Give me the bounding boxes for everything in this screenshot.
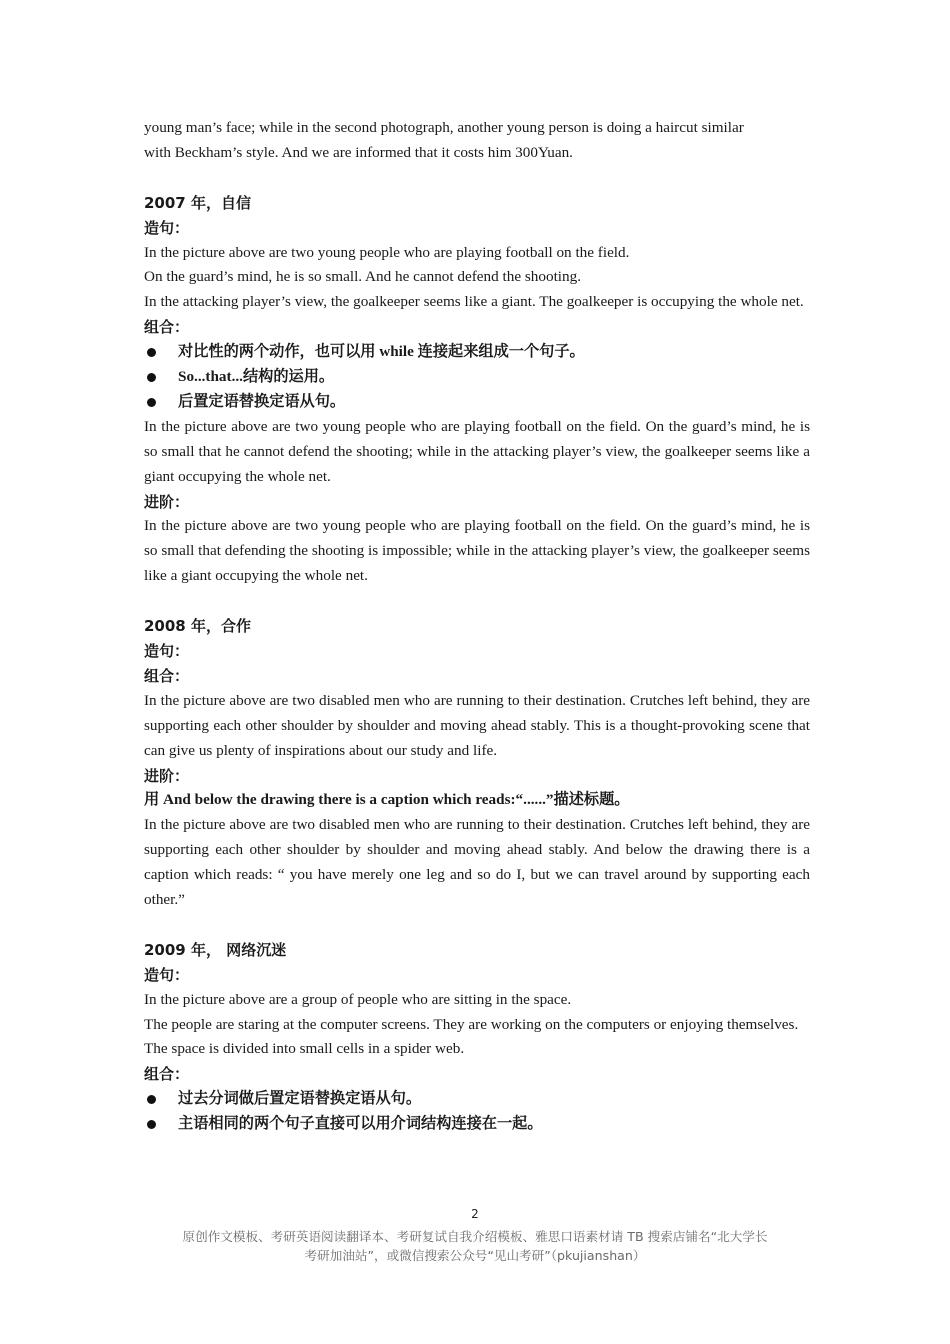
- page-number: 2: [471, 1207, 479, 1221]
- label-zuhe: 组合：: [144, 666, 190, 685]
- sentence: The space is divided into small cells in a spider web.: [144, 1040, 465, 1058]
- sentence: In the picture above are two young people who are playing football on the field.: [144, 243, 630, 261]
- section-heading-2007: 2007 年，自信: [144, 193, 251, 212]
- bullet-item: [144, 340, 810, 365]
- bullet-text: 过去分词做后置定语替换定语从句。: [178, 1090, 421, 1108]
- page-content: [144, 116, 810, 1137]
- label-zaoju: 造句：: [144, 642, 190, 660]
- footer-line-1: 原创作文模板、考研英语阅读翻译本、考研复试自我介绍模板、雅思口语素材请 TB 搜索店铺名“北大学长: [182, 1229, 768, 1244]
- label-jinjie: 进阶：: [144, 766, 190, 785]
- bullet-text: 主语相同的两个句子直接可以用介词结构连接在一起。: [178, 1115, 543, 1133]
- label-zuhe: 组合：: [144, 318, 190, 337]
- page-footer: [130, 1227, 820, 1265]
- footer-line-2: 考研加油站”，或微信搜索公众号“见山考研”（pkujianshan）: [304, 1248, 646, 1263]
- bullet-dot-icon: [147, 1095, 156, 1104]
- bullet-item: [144, 1087, 810, 1112]
- label-jinjie: 进阶：: [144, 492, 190, 511]
- spacer: [144, 913, 810, 938]
- bullet-dot-icon: [147, 398, 156, 407]
- section-heading-2009: 2009 年， 网络沉迷: [144, 940, 287, 959]
- spacer: [144, 166, 810, 191]
- intro-line-2: with Beckham’s style. And we are informed that it costs him 300Yuan.: [144, 143, 573, 161]
- section-heading-2008: 2008 年，合作: [144, 617, 251, 636]
- label-zuhe: 组合：: [144, 1065, 190, 1084]
- bullet-dot-icon: [147, 348, 156, 357]
- paragraph-jinjie: In the picture above are two disabled men who are running to their destination. Crutches left behind, they are supporting each other shoulder by shoulder and moving ahead stably. And below the drawing there is a caption which reads: “ you have merely one leg and so do I, but we can travel around by supporting each other.”: [144, 816, 810, 909]
- spacer: [144, 589, 810, 614]
- bullet-item: [144, 365, 810, 390]
- intro-line-1: young man’s face; while in the second photograph, another young person is doing a haircut similar: [144, 119, 744, 136]
- label-zaoju: 造句：: [144, 218, 190, 237]
- paragraph-zuhe: In the picture above are two young people who are playing football on the field. On the guard’s mind, he is so small that he cannot defend the shooting; while in the attacking player’s view, the goalkeeper seems like a giant occupying the whole net.: [144, 417, 810, 485]
- bullet-text: So...that...结构的运用。: [178, 368, 335, 386]
- bullet-item: [144, 390, 810, 415]
- paragraph-zuhe: In the picture above are two disabled men who are running to their destination. Crutches left behind, they are supporting each other shoulder by shoulder and moving ahead stably. This is a thought-provoking scene that can give us plenty of inspirations about our study and life.: [144, 691, 810, 759]
- jinjie-note: 用 And below the drawing there is a caption which reads:“......”描述标题。: [144, 791, 630, 809]
- label-zaoju: 造句：: [144, 965, 190, 984]
- bullet-dot-icon: [147, 1120, 156, 1129]
- sentence: In the attacking player’s view, the goalkeeper seems like a giant. The goalkeeper is occupying the whole net.: [144, 293, 804, 311]
- bullet-text: 对比性的两个动作，也可以用 while 连接起来组成一个句子。: [178, 343, 585, 361]
- sentence: On the guard’s mind, he is so small. And he cannot defend the shooting.: [144, 268, 581, 286]
- bullet-text: 后置定语替换定语从句。: [178, 392, 346, 410]
- sentence: The people are staring at the computer screens. They are working on the computers or enjoying themselves.: [144, 1015, 799, 1033]
- bullet-item: [144, 1112, 810, 1137]
- sentence: In the picture above are a group of people who are sitting in the space.: [144, 990, 572, 1008]
- bullet-dot-icon: [147, 373, 156, 382]
- paragraph-jinjie: In the picture above are two young people who are playing football on the field. On the guard’s mind, he is so small that defending the shooting is impossible; while in the attacking player’s view, the goalkeeper seems like a giant occupying the whole net.: [144, 517, 810, 585]
